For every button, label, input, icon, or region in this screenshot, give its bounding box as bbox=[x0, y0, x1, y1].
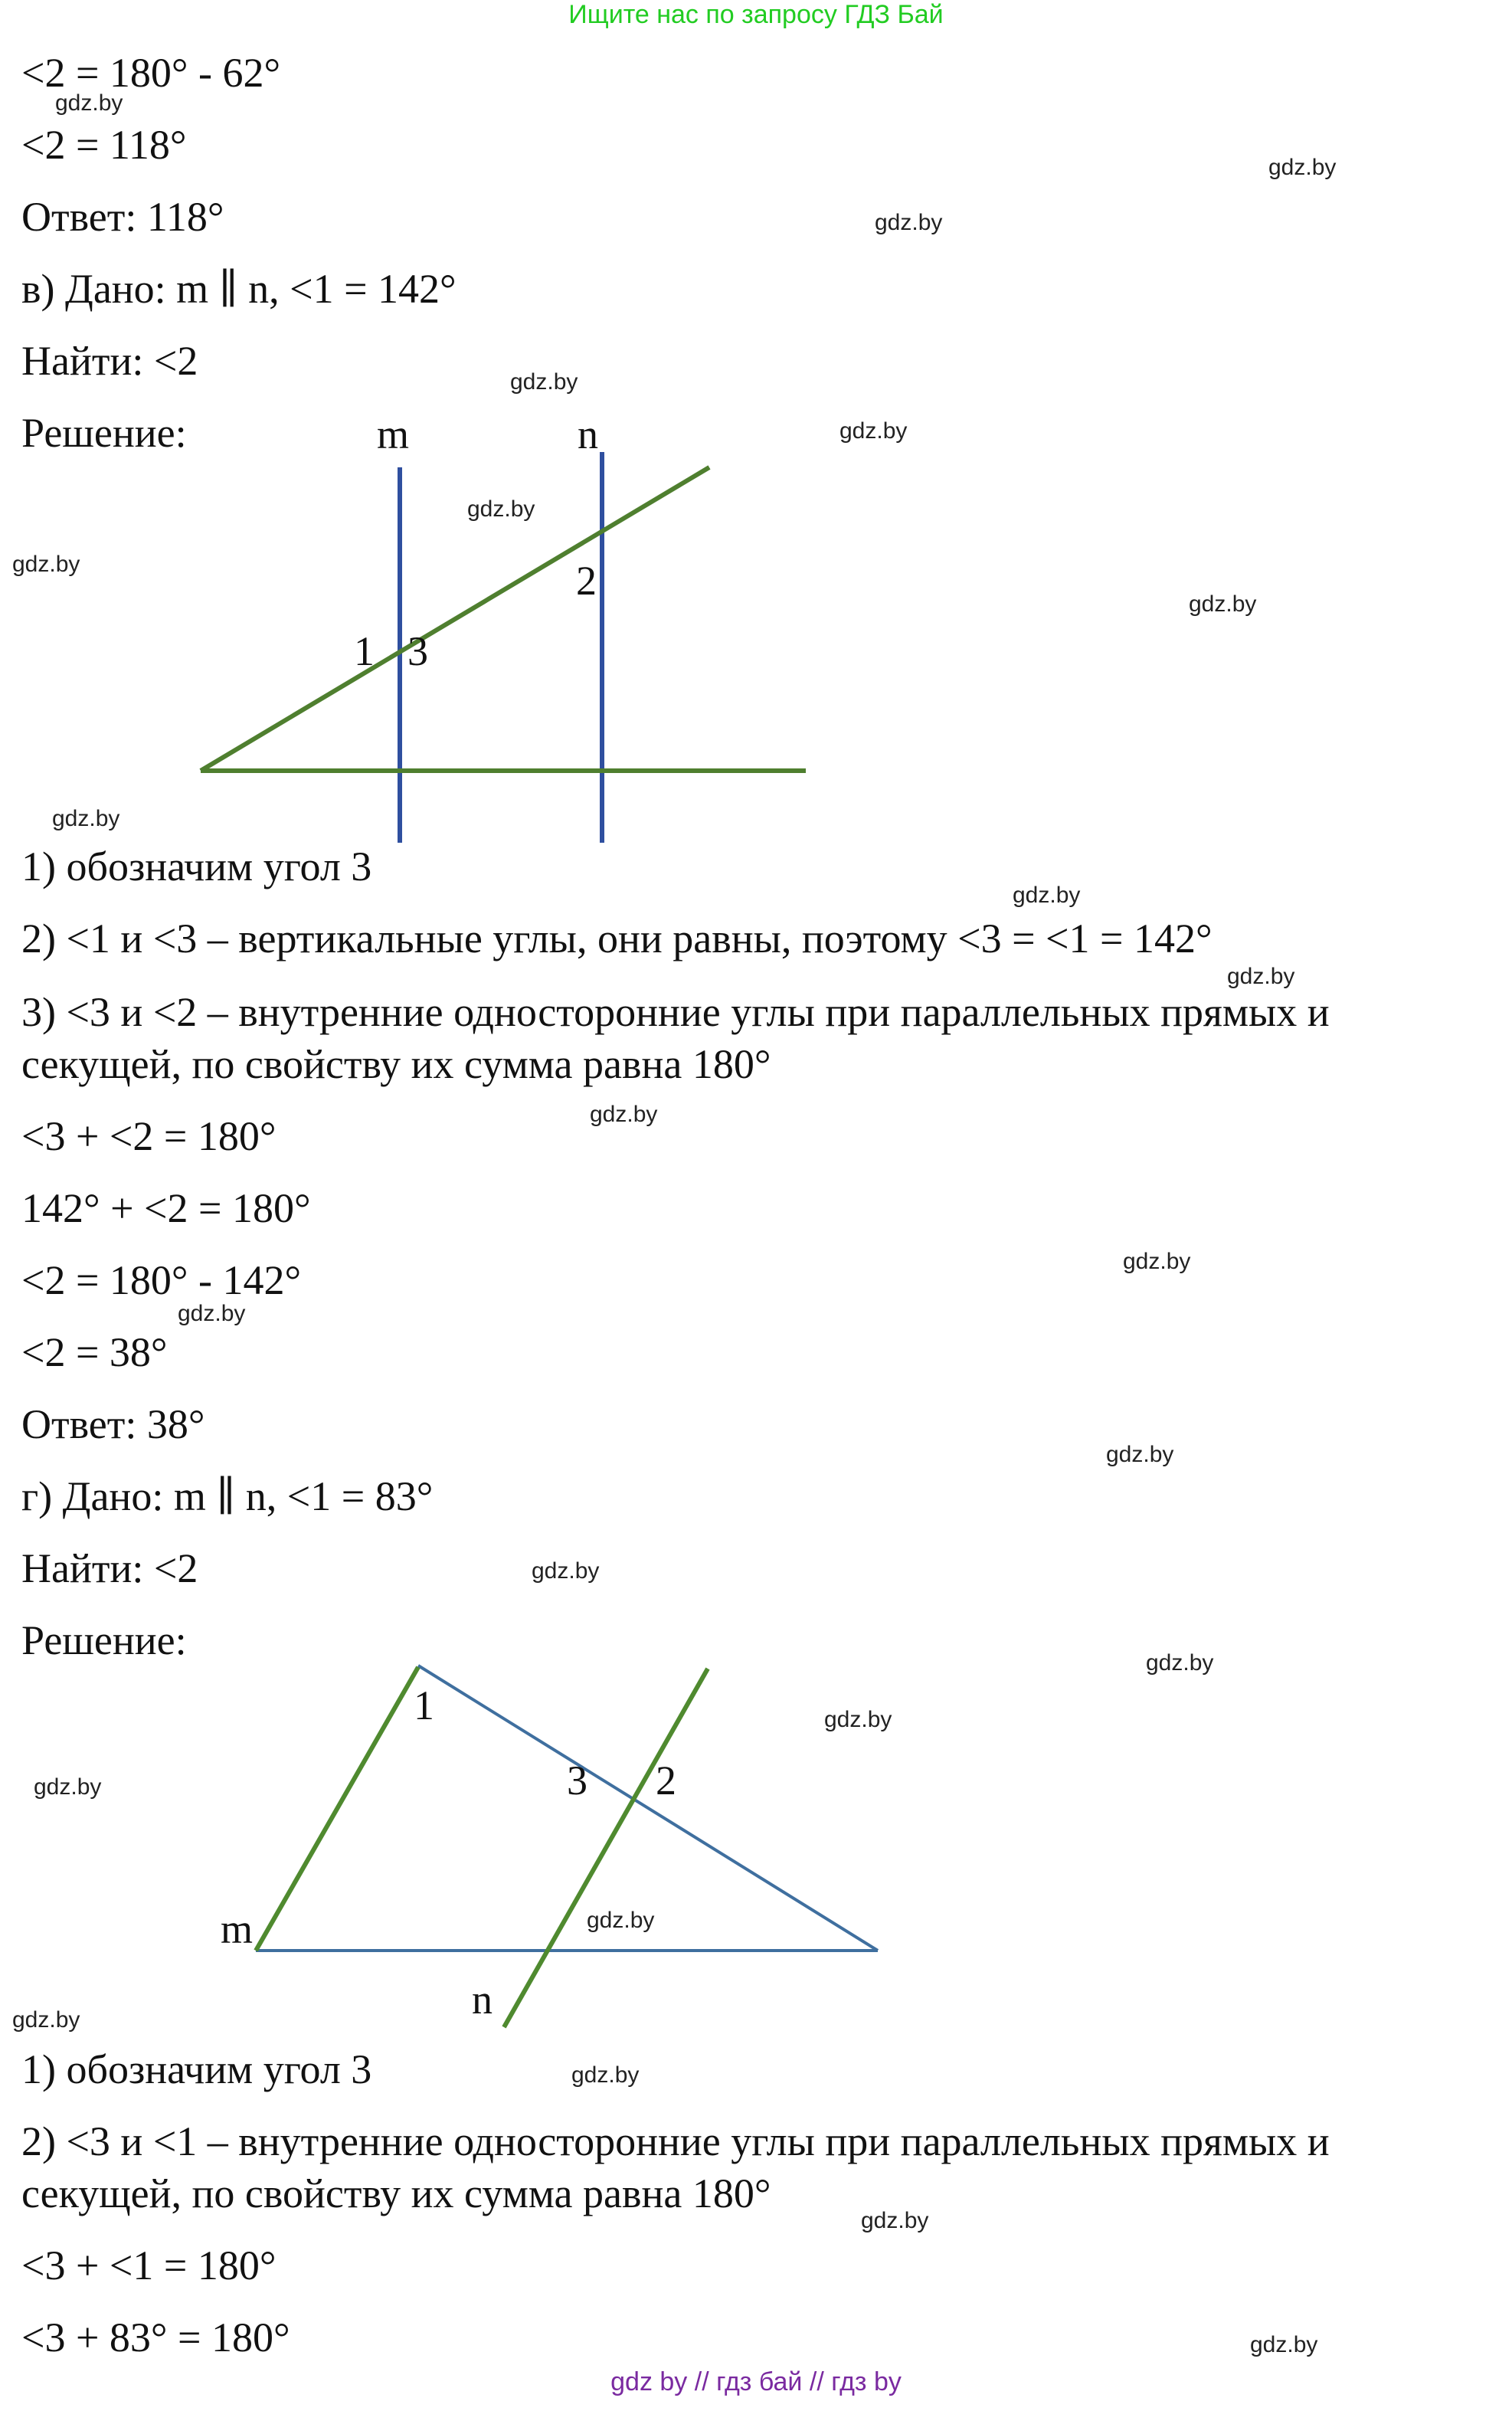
text-line: <2 = 180° - 62° bbox=[21, 50, 281, 96]
equation-line: <3 + 83° = 180° bbox=[21, 2314, 290, 2360]
watermark: gdz.by bbox=[839, 418, 908, 444]
watermark: gdz.by bbox=[861, 2208, 929, 2233]
watermark: gdz.by bbox=[1123, 1249, 1191, 1274]
watermark: gdz.by bbox=[1189, 591, 1257, 617]
watermark: gdz.by bbox=[571, 2062, 640, 2088]
angle-label-1: 1 bbox=[414, 1682, 434, 1728]
transversal-line bbox=[201, 467, 709, 771]
watermark: gdz.by bbox=[12, 2007, 80, 2033]
equation-line: <3 + <1 = 180° bbox=[21, 2242, 277, 2288]
find-line: Найти: <2 bbox=[21, 1545, 198, 1591]
watermark: gdz.by bbox=[1250, 2332, 1318, 2357]
given-line: г) Дано: m ∥ n, <1 = 83° bbox=[21, 1473, 434, 1519]
step-line: 2) <1 и <3 – вертикальные углы, они равны, поэтому <3 = <1 = 142° bbox=[21, 916, 1213, 961]
angle-label-3: 3 bbox=[407, 628, 428, 674]
watermark: gdz.by bbox=[824, 1707, 892, 1732]
watermark: gdz.by bbox=[532, 1558, 600, 1584]
watermark: gdz.by bbox=[1227, 964, 1295, 989]
step-line: 2) <3 и <1 – внутренние односторонние углы при параллельных прямых и bbox=[21, 2118, 1330, 2164]
step-line-cont: секущей, по свойству их сумма равна 180° bbox=[21, 2170, 771, 2216]
step-line: 1) обозначим угол 3 bbox=[21, 844, 372, 889]
step-line: 1) обозначим угол 3 bbox=[21, 2046, 372, 2092]
watermark: gdz.by bbox=[1268, 155, 1337, 180]
label-m: m bbox=[377, 411, 410, 457]
angle-label-1: 1 bbox=[354, 628, 375, 674]
diagram-triangle-parallel-lines bbox=[0, 1647, 919, 2046]
watermark: gdz.by bbox=[178, 1301, 246, 1326]
label-n: n bbox=[472, 1977, 493, 2023]
line-n bbox=[504, 1669, 708, 2027]
watermark: gdz.by bbox=[1106, 1442, 1174, 1467]
answer-line: Ответ: 38° bbox=[21, 1401, 205, 1447]
solution-heading: Решение: bbox=[21, 1617, 187, 1663]
watermark: gdz.by bbox=[52, 806, 120, 831]
watermark: gdz.by bbox=[875, 210, 943, 235]
watermark: gdz.by bbox=[510, 369, 578, 395]
watermark: gdz.by bbox=[34, 1774, 102, 1800]
watermark: gdz.by bbox=[590, 1102, 658, 1127]
angle-label-2: 2 bbox=[656, 1757, 676, 1803]
equation-line: 142° + <2 = 180° bbox=[21, 1185, 311, 1231]
answer-line: Ответ: 118° bbox=[21, 194, 224, 240]
watermark: gdz.by bbox=[1013, 883, 1081, 908]
watermark: gdz.by bbox=[587, 1908, 655, 1933]
find-line: Найти: <2 bbox=[21, 338, 198, 384]
label-n: n bbox=[578, 411, 598, 457]
diagram-parallel-lines-vertical bbox=[0, 398, 919, 858]
watermark: gdz.by bbox=[1146, 1650, 1214, 1676]
given-line: в) Дано: m ∥ n, <1 = 142° bbox=[21, 266, 457, 312]
step-line-cont: секущей, по свойству их сумма равна 180° bbox=[21, 1041, 771, 1087]
angle-label-3: 3 bbox=[567, 1757, 587, 1803]
label-m: m bbox=[221, 1906, 254, 1952]
step-line: 3) <3 и <2 – внутренние односторонние углы при параллельных прямых и bbox=[21, 989, 1330, 1035]
footer-links[interactable]: gdz by // гдз бай // гдз by bbox=[610, 2367, 902, 2396]
equation-line: <2 = 38° bbox=[21, 1329, 168, 1375]
watermark: gdz.by bbox=[12, 552, 80, 577]
watermark: gdz.by bbox=[55, 90, 123, 116]
angle-label-2: 2 bbox=[576, 558, 597, 604]
equation-line: <2 = 180° - 142° bbox=[21, 1257, 302, 1303]
equation-line: <3 + <2 = 180° bbox=[21, 1113, 277, 1159]
search-hint-banner[interactable]: Ищите нас по запросу ГДЗ Бай bbox=[568, 0, 944, 29]
text-line: <2 = 118° bbox=[21, 122, 187, 168]
solution-heading: Решение: bbox=[21, 410, 187, 456]
watermark: gdz.by bbox=[467, 496, 535, 522]
line-m bbox=[256, 1667, 418, 1951]
